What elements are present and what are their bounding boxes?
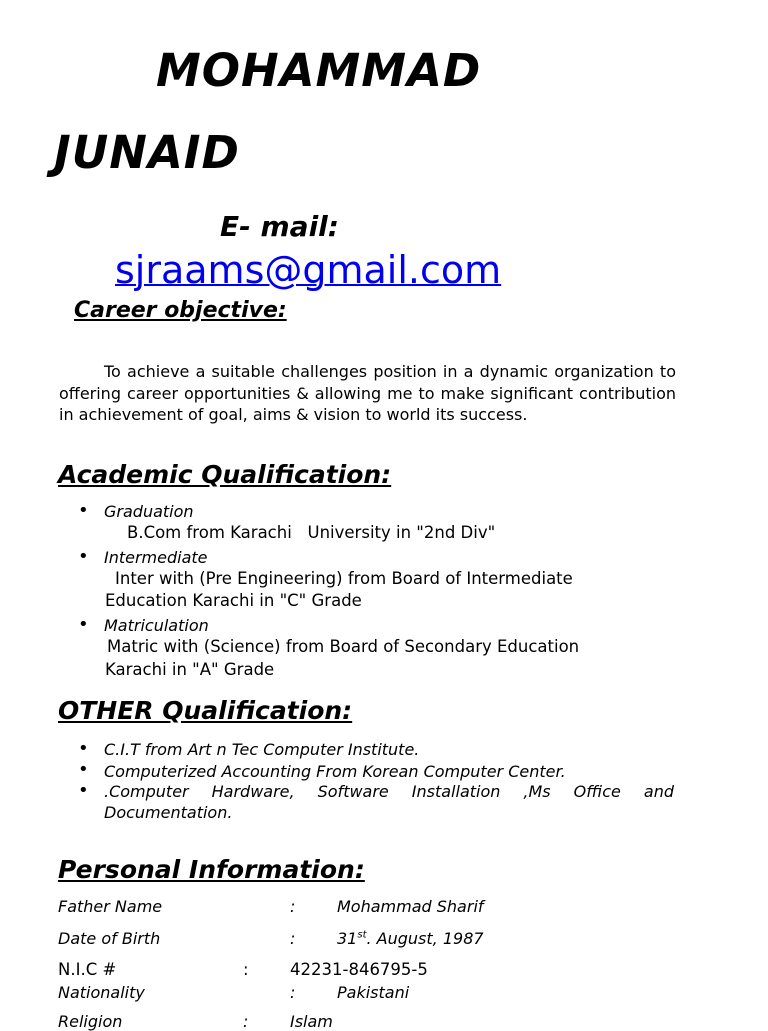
bullet-icon: •: [78, 738, 89, 759]
bullet-icon: •: [78, 500, 89, 521]
other-item: Computerized Accounting From Korean Computer Center.: [104, 762, 566, 781]
academic-item-detail: B.Com from Karachi University in "2nd Div": [127, 523, 496, 542]
dob-rest: . August, 1987: [366, 929, 484, 948]
career-objective-heading: Career objective:: [74, 298, 287, 323]
other-item: C.I.T from Art n Tec Computer Institute.: [104, 740, 420, 759]
academic-heading: Academic Qualification:: [58, 460, 392, 489]
field-separator: :: [290, 929, 296, 948]
email-label: E- mail:: [220, 210, 339, 243]
field-separator: :: [290, 897, 296, 916]
first-name: MOHAMMAD: [156, 44, 482, 97]
dob-value: [337, 929, 484, 948]
field-separator: :: [290, 983, 296, 1002]
nic-label: N.I.C #: [58, 960, 117, 979]
academic-item-detail: Inter with (Pre Engineering) from Board of Intermediate: [115, 569, 573, 588]
father-name-value: Mohammad Sharif: [337, 897, 484, 916]
nationality-value: Pakistani: [337, 983, 410, 1002]
father-name-label: Father Name: [58, 897, 163, 916]
field-separator: :: [243, 960, 249, 979]
religion-value: Islam: [290, 1012, 333, 1031]
email-link[interactable]: sjraams@gmail.com: [115, 248, 502, 292]
nic-value: 42231-846795-5: [290, 960, 428, 979]
other-item-continued: Documentation.: [104, 803, 233, 822]
bullet-icon: •: [78, 614, 89, 635]
bullet-icon: •: [78, 546, 89, 567]
field-separator: :: [243, 1012, 249, 1031]
dob-day: 31: [337, 929, 358, 948]
dob-label: Date of Birth: [58, 929, 161, 948]
religion-label: Religion: [58, 1012, 123, 1031]
academic-item-detail: Education Karachi in "C" Grade: [105, 591, 362, 610]
career-objective-text: To achieve a suitable challenges position in a dynamic organization to offering career opportunities & allowing me to make significant contribution in achievement of goal, aims & vision to world its success.: [59, 362, 676, 424]
dob-suffix: st: [357, 929, 367, 941]
other-qualification-heading: OTHER Qualification:: [58, 696, 353, 725]
nationality-label: Nationality: [58, 983, 145, 1002]
bullet-icon: •: [78, 759, 89, 780]
bullet-icon: •: [78, 780, 89, 801]
academic-item-label: Intermediate: [104, 548, 208, 567]
academic-item-detail: Karachi in "A" Grade: [105, 660, 275, 679]
other-item: .Computer Hardware, Software Installation ,Ms Office and: [104, 782, 674, 801]
academic-item-detail: Matric with (Science) from Board of Secondary Education: [107, 637, 580, 656]
personal-info-heading: Personal Information:: [58, 855, 365, 884]
last-name: JUNAID: [54, 126, 240, 179]
academic-item-label: Matriculation: [104, 616, 209, 635]
academic-item-label: Graduation: [104, 502, 194, 521]
